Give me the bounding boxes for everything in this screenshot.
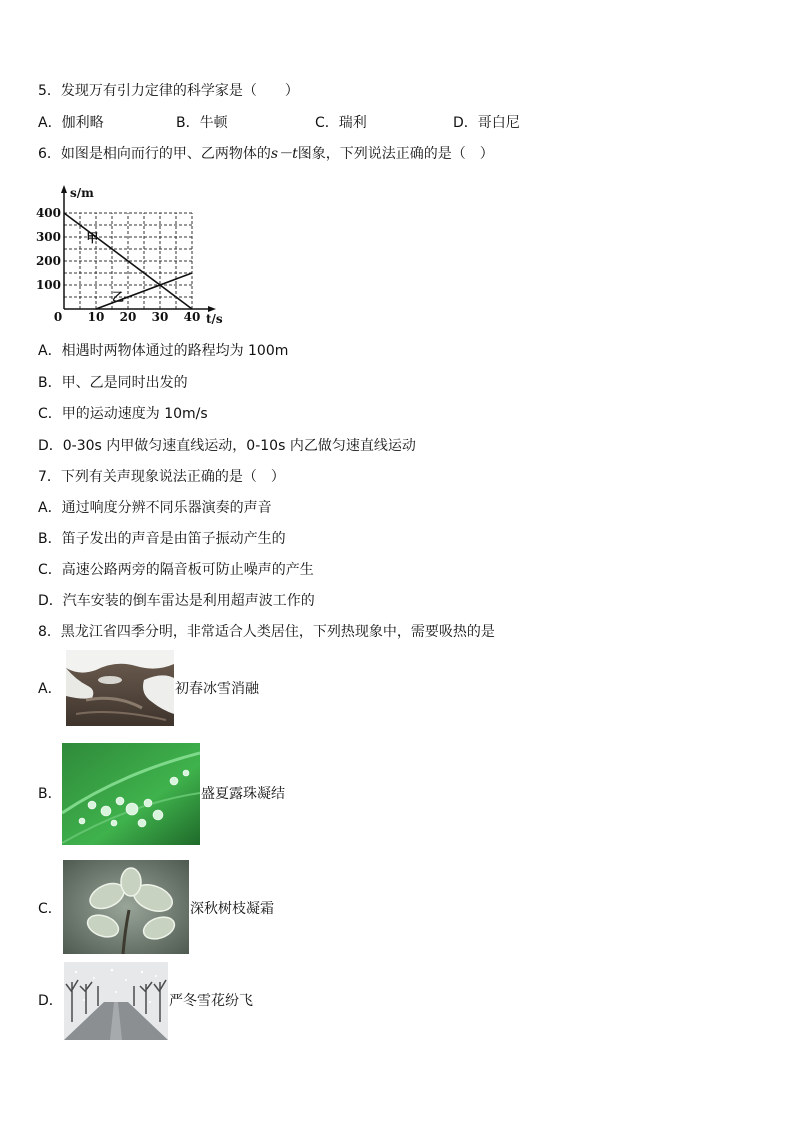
x-tick-label: 10	[87, 310, 105, 324]
x-tick-label: 0	[53, 310, 63, 324]
series-label-jia: 甲	[86, 231, 99, 245]
st-graph-svg	[36, 178, 262, 330]
melting-snow-photo-icon	[66, 650, 174, 726]
q6-stem-math: s－t	[270, 146, 298, 162]
q6-option-a: A．相遇时两物体通过的路程均为 100m	[38, 343, 289, 359]
q6-option-d: D．0-30s 内甲做匀速直线运动，0-10s 内乙做匀速直线运动	[38, 438, 416, 454]
q8-option-c-caption: 深秋树枝凝霜	[190, 901, 274, 917]
y-axis-label: s/m	[70, 186, 94, 200]
q8-option-b-letter: B．	[38, 786, 62, 802]
q7-option-b: B．笛子发出的声音是由笛子振动产生的	[38, 531, 286, 547]
q7-option-d: D．汽车安装的倒车雷达是利用超声波工作的	[38, 593, 315, 609]
x-tick-label: 20	[119, 310, 137, 324]
q8-option-a-letter: A．	[38, 681, 62, 697]
q8-option-a-caption: 初春冰雪消融	[175, 681, 259, 697]
y-tick-label: 100	[36, 278, 61, 292]
q6-stem	[38, 145, 494, 163]
q5-option-c: C．瑞利	[315, 115, 367, 131]
x-tick-label: 40	[183, 310, 201, 324]
y-axis-arrow	[61, 185, 67, 193]
frost-on-leaves-photo-icon	[63, 860, 189, 954]
q5-option-b: B．牛顿	[176, 115, 228, 131]
series-label-yi: 乙	[112, 290, 125, 304]
st-graph	[36, 178, 262, 330]
x-tick-label: 30	[151, 310, 169, 324]
q8-option-b-caption: 盛夏露珠凝结	[201, 786, 285, 802]
snowfall-street-photo-icon	[64, 962, 168, 1040]
q7-option-c: C．高速公路两旁的隔音板可防止噪声的产生	[38, 562, 314, 578]
q8-option-d-caption: 严冬雪花纷飞	[169, 993, 253, 1009]
q8-option-d-letter: D．	[38, 993, 63, 1009]
q8-stem: 8．黑龙江省四季分明，非常适合人类居住，下列热现象中，需要吸热的是	[38, 624, 495, 640]
y-tick-label: 400	[36, 206, 61, 220]
q5-option-d: D．哥白尼	[453, 115, 520, 131]
y-tick-label: 200	[36, 254, 61, 268]
q6-stem-after: 图象，下列说法正确的是（ ）	[297, 146, 494, 162]
q8-option-c-letter: C．	[38, 901, 62, 917]
dew-on-leaf-photo-icon	[62, 743, 200, 845]
y-tick-label: 300	[36, 230, 61, 244]
q7-option-a: A．通过响度分辨不同乐器演奏的声音	[38, 500, 272, 516]
x-axis-label: t/s	[206, 312, 223, 326]
q5-option-a: A．伽利略	[38, 115, 104, 131]
q7-stem: 7．下列有关声现象说法正确的是（ ）	[38, 469, 285, 485]
q5-stem: 5．发现万有引力定律的科学家是（ ）	[38, 83, 299, 99]
q6-stem-before: 6．如图是相向而行的甲、乙两物体的	[38, 146, 271, 162]
q6-option-b: B．甲、乙是同时出发的	[38, 375, 188, 391]
q6-option-c: C．甲的运动速度为 10m/s	[38, 406, 208, 422]
